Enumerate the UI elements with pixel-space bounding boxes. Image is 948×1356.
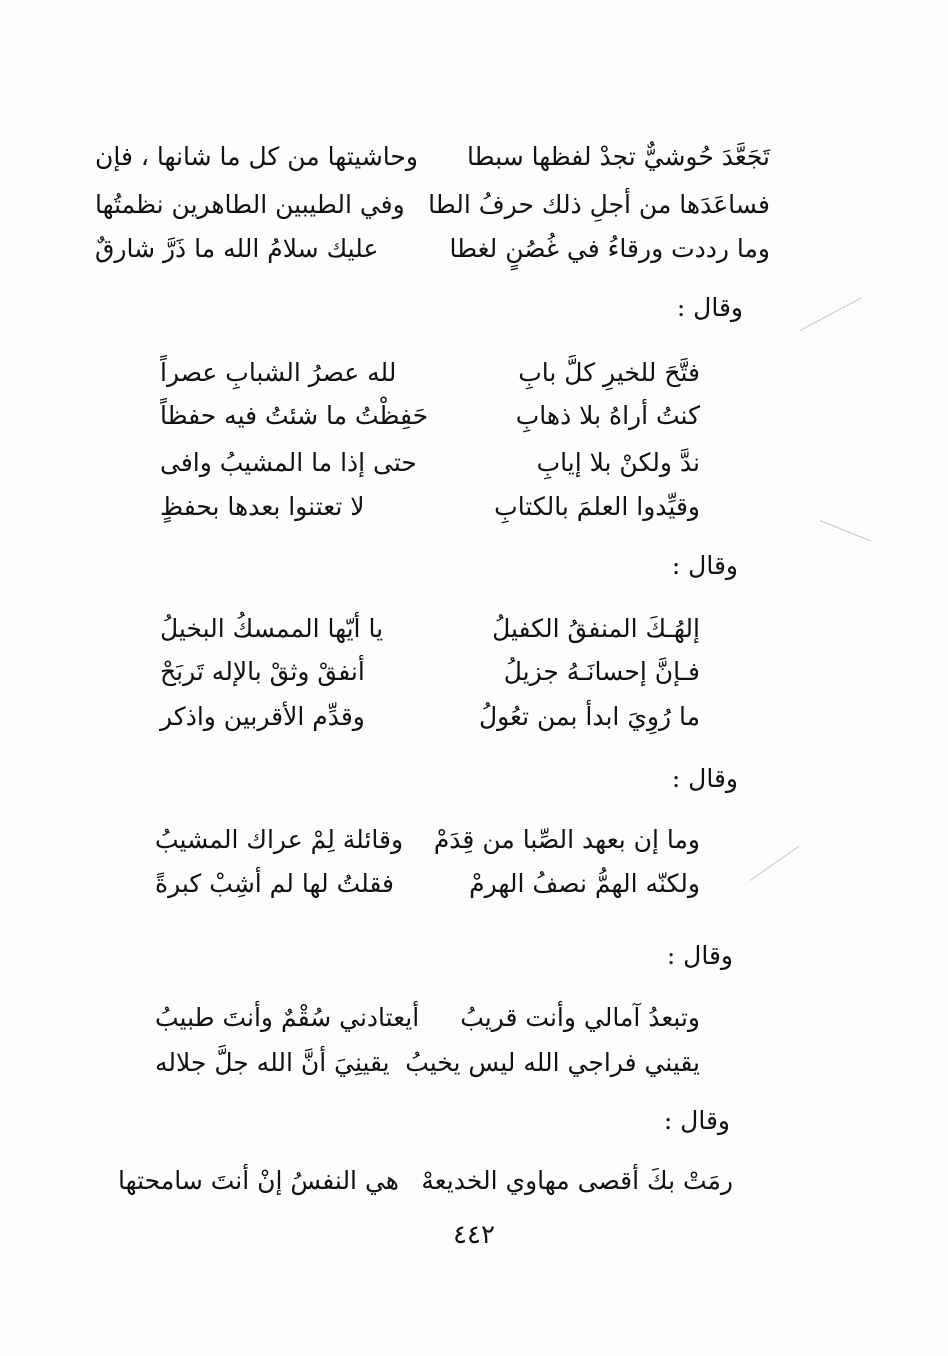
scan-mark [820, 520, 871, 542]
verse-line [155, 861, 700, 905]
verse-second-hemistich: كنتُ أراهُ بلا ذهابِ [515, 400, 700, 430]
verse-second-hemistich: وقيِّدوا العلمَ بالكتابِ [494, 491, 700, 521]
verse-first-hemistich: لله عصرُ الشبابِ عصراً [160, 357, 397, 387]
verse-line [155, 995, 700, 1039]
verse-second-hemistich: فتَّحَ للخيرِ كلَّ بابِ [518, 357, 700, 387]
verse-second-hemistich: ولكنّه الهمُّ نصفُ الهرمْ [469, 868, 700, 898]
verse-line [160, 484, 700, 528]
section-intro: وقال : [671, 551, 738, 580]
verse-line [95, 226, 770, 270]
verse-first-hemistich: فقلتُ لها لم أشِبْ كبرةً [155, 868, 395, 898]
verse-second-hemistich: وتبعدُ آمالي وأنت قريبُ [460, 1002, 700, 1032]
verse-first-hemistich: وحاشيتها من كل ما شانها ، فإن [95, 141, 418, 171]
verse-first-hemistich: يا أيّها الممسكُ البخيلُ [160, 613, 384, 643]
verse-first-hemistich: عليك سلامُ الله ما ذَرَّ شارقٌ [95, 233, 379, 263]
verse-second-hemistich: فـإنَّ إحسانَـهُ جزيلُ [503, 656, 700, 686]
verse-second-hemistich: وما رددت ورقاءُ في غُصُنٍ لغطا [449, 233, 770, 263]
verse-line [118, 1158, 733, 1202]
verse-line [155, 817, 700, 861]
section-intro: وقال : [666, 941, 733, 970]
scan-mark [750, 846, 800, 881]
verse-first-hemistich: حَفِظْتُ ما شئتُ فيه حفظاً [160, 400, 429, 430]
verse-first-hemistich: لا تعتنوا بعدها بحفظٍ [160, 491, 365, 521]
verse-line [160, 440, 700, 484]
verse-second-hemistich: وما إن بعهد الصِّبا من قِدَمْ [433, 824, 700, 854]
verse-second-hemistich: ندَّ ولكنْ بلا إيابِ [536, 447, 700, 477]
verse-first-hemistich: يقينِيَ أنَّ الله جلَّ جلاله [155, 1047, 390, 1077]
verse-second-hemistich: يقيني فراجي الله ليس يخيبُ [405, 1047, 700, 1077]
verse-second-hemistich: ما رُوِيَ ابدأ بمن تعُولُ [478, 701, 700, 731]
verse-first-hemistich: أنفقْ وثقْ بالإله تَربَحْ [160, 656, 365, 686]
verse-line [95, 182, 770, 226]
verse-line [160, 649, 700, 693]
verse-line [160, 350, 700, 394]
verse-second-hemistich: فساعَدَها من أجلِ ذلك حرفُ الطا [428, 189, 770, 219]
verse-second-hemistich: رمَتْ بكَ أقصى مهاوي الخديعهْ [421, 1165, 733, 1195]
verse-second-hemistich: إلهُـكَ المنفقُ الكفيلُ [492, 613, 700, 643]
section-intro: وقال : [671, 764, 738, 793]
verse-first-hemistich: أيعتادني سُقْمٌ وأنتَ طبيبُ [155, 1002, 420, 1032]
verse-first-hemistich: وفي الطيبين الطاهرين نظمتُها [95, 189, 405, 219]
section-intro: وقال : [676, 293, 743, 322]
verse-line [160, 393, 700, 437]
verse-first-hemistich: وقدِّم الأقربين واذكر [160, 701, 365, 731]
verse-line [160, 694, 700, 738]
verse-first-hemistich: وقائلة لِمْ عراك المشيبُ [155, 824, 404, 854]
verse-first-hemistich: هي النفسُ إنْ أنتَ سامحتها [118, 1165, 399, 1195]
verse-line [95, 134, 770, 178]
verse-second-hemistich: تَجَعَّدَ حُوشيٌّ تجدْ لفظها سبطا [467, 141, 770, 171]
section-intro: وقال : [663, 1106, 730, 1135]
page-number: ٤٤٢ [453, 1220, 495, 1250]
verse-line [155, 1040, 700, 1084]
verse-line [160, 606, 700, 650]
verse-first-hemistich: حتى إذا ما المشيبُ وافى [160, 447, 417, 477]
scan-mark [800, 297, 862, 331]
